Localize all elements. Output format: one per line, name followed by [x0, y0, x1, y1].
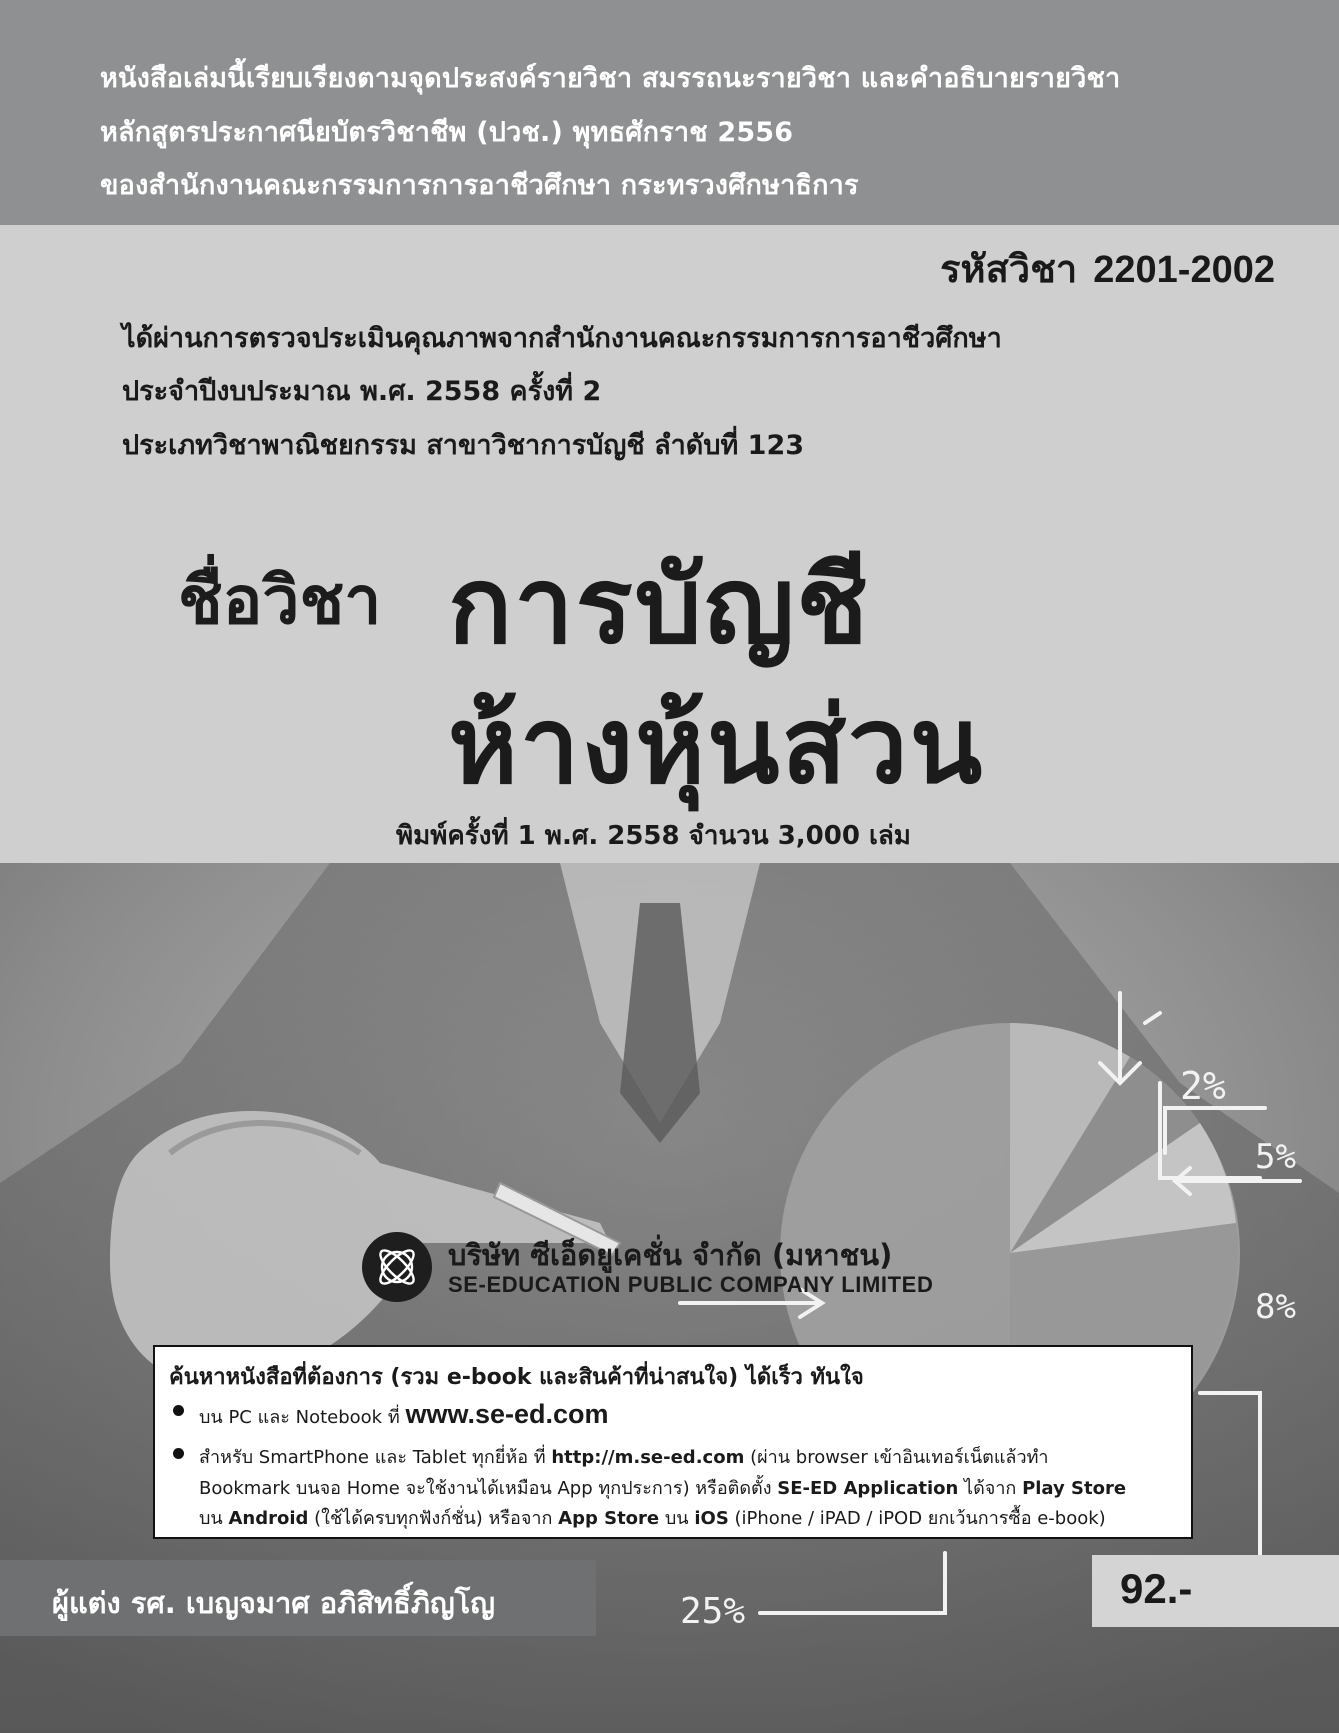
search-heading: ค้นหาหนังสือที่ต้องการ (รวม e-book และสินค้าที่น่าสนใจ) ได้เร็ว ทันใจ	[169, 1365, 864, 1390]
publisher-name-english: SE-EDUCATION PUBLIC COMPANY LIMITED	[448, 1272, 934, 1297]
curriculum-line-3: ของสำนักงานคณะกรรมการการอาชีวศึกษา กระทรวงศึกษาธิการ	[100, 170, 859, 201]
bullet-pc: บน PC และ Notebook ที่ www.se-ed.com	[199, 1399, 609, 1431]
course-info-line-2: ประจำปีงบประมาณ พ.ศ. 2558 ครั้งที่ 2	[122, 376, 602, 407]
book-title-line-1: การบัญชี	[448, 544, 871, 667]
pct-label-5: 5%	[1255, 1137, 1296, 1177]
author-name: ผู้แต่ง รศ. เบญจมาศ อภิสิทธิ์ภิญโญ	[52, 1586, 495, 1620]
website-link[interactable]: www.se-ed.com	[405, 1399, 609, 1429]
book-title-line-2: ห้างหุ้นส่วน	[448, 684, 985, 807]
bullet-mobile: สำหรับ SmartPhone และ Tablet ทุกยี่ห้อ ที่ http://m.se-ed.com (ผ่าน browser เข้าอินเทอร์เน็ตแล้วทำ	[199, 1442, 1049, 1471]
publisher-block	[362, 1232, 1002, 1302]
bullet-icon	[173, 1448, 184, 1459]
pct-label-8: 8%	[1255, 1287, 1296, 1327]
course-code	[940, 238, 1275, 299]
bullet-icon	[173, 1405, 184, 1416]
curriculum-header	[0, 0, 1339, 225]
subject-label: ชื่อวิชา	[178, 561, 382, 639]
curriculum-line-2: หลักสูตรประกาศนียบัตรวิชาชีพ (ปวช.) พุทธศักราช 2556	[100, 117, 794, 148]
course-code-label: รหัสวิชา	[940, 247, 1078, 291]
atom-logo-icon	[362, 1232, 432, 1302]
mobile-website-link[interactable]: http://m.se-ed.com	[551, 1447, 745, 1468]
pct-label-2: 2%	[1180, 1064, 1226, 1108]
course-info-line-3: ประเภทวิชาพาณิชยกรรม สาขาวิชาการบัญชี ลำดับที่ 123	[122, 430, 805, 461]
course-code-number: 2201-2002	[1093, 249, 1275, 291]
print-info: พิมพ์ครั้งที่ 1 พ.ศ. 2558 จำนวน 3,000 เล่ม	[396, 821, 911, 851]
price-tag	[1092, 1555, 1339, 1627]
course-info-line-1: ได้ผ่านการตรวจประเมินคุณภาพจากสำนักงานคณะกรรมการการอาชีวศึกษา	[122, 323, 1002, 354]
curriculum-line-1: หนังสือเล่มนี้เรียบเรียงตามจุดประสงค์รายวิชา สมรรถนะรายวิชา และคำอธิบายรายวิชา	[100, 63, 1121, 94]
price-value: 92.-	[1120, 1565, 1193, 1612]
author-band	[0, 1560, 596, 1636]
pct-label-25: 25%	[680, 1591, 746, 1632]
bullet-mobile-line-3: บน Android (ใช้ได้ครบทุกฟังก์ชั่น) หรือจาก App Store บน iOS (iPhone / iPAD / iPOD ยกเว้นการซื้อ e-book)	[199, 1508, 1106, 1529]
bullet-mobile-line-2: Bookmark บนจอ Home จะใช้งานได้เหมือน App ทุกประการ) หรือติดตั้ง SE-ED Application ได้จาก Play Store	[199, 1478, 1127, 1499]
search-info-box	[153, 1345, 1193, 1539]
publisher-name-thai: บริษัท ซีเอ็ดยูเคชั่น จำกัด (มหาชน)	[448, 1238, 893, 1272]
